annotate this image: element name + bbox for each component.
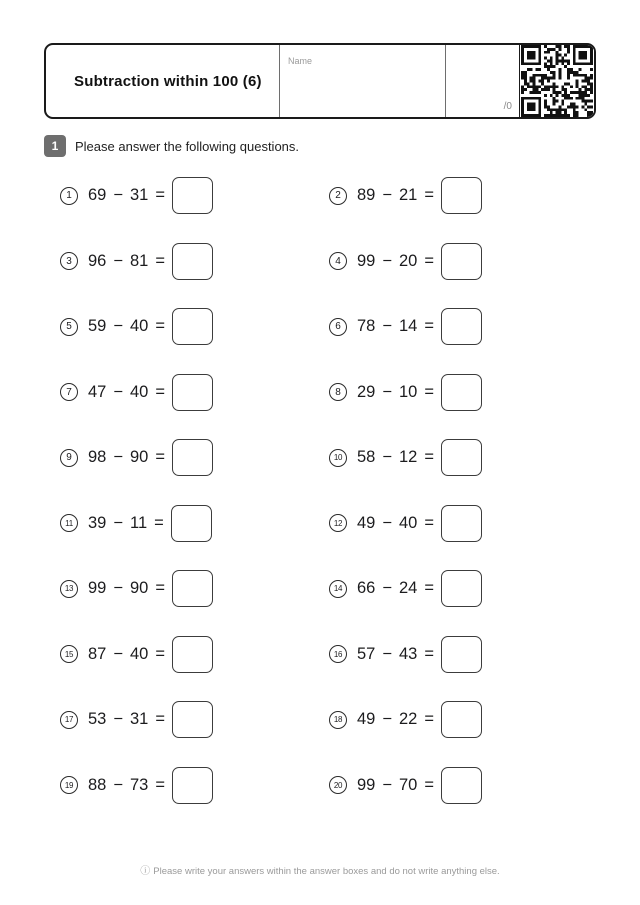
name-label: Name [288,56,313,66]
equals-sign: = [155,448,165,467]
minuend: 49 [357,710,376,729]
minus-operator: − [382,317,392,336]
minus-operator: − [113,317,123,336]
subtrahend: 81 [130,251,149,270]
minus-operator: − [113,186,123,205]
equation [88,383,165,402]
subtrahend: 11 [130,513,148,532]
problem-row [329,556,598,622]
equals-sign: = [424,448,434,467]
equation [88,186,165,205]
problem-number: 2 [329,187,347,205]
equals-sign: = [155,710,165,729]
problem-row [60,425,329,491]
problem-row [60,491,329,557]
answer-box[interactable] [441,177,482,214]
info-icon: ⓘ [140,866,151,877]
equals-sign: = [155,382,165,401]
equals-sign: = [424,513,434,532]
minus-operator: − [113,775,123,794]
equation [357,514,434,533]
problem-number: 11 [60,514,78,532]
minuend: 58 [357,448,376,467]
problem-row [60,687,329,753]
equals-sign: = [155,644,165,663]
answer-box[interactable] [172,570,213,607]
equation [357,252,434,271]
problem-number: 15 [60,645,78,663]
problem-number: 17 [60,711,78,729]
answer-box[interactable] [172,177,213,214]
subtrahend: 24 [399,579,418,598]
problem-number: 1 [60,187,78,205]
minuend: 99 [88,579,107,598]
minuend: 98 [88,448,107,467]
equation [88,317,165,336]
minuend: 96 [88,251,107,270]
minus-operator: − [382,644,392,663]
section-number-badge: 1 [44,135,66,157]
problem-row [329,294,598,360]
answer-box[interactable] [172,701,213,738]
minuend: 49 [357,513,376,532]
subtrahend: 40 [130,644,149,663]
minuend: 89 [357,186,376,205]
subtrahend: 12 [399,448,418,467]
answer-box[interactable] [441,374,482,411]
minus-operator: − [113,513,123,532]
minuend: 47 [88,382,107,401]
equals-sign: = [424,775,434,794]
problem-row [329,622,598,688]
footer-note [0,862,640,877]
subtrahend: 90 [130,579,149,598]
problem-row [60,360,329,426]
page-title: Subtraction within 100 (6) [74,72,262,90]
equation [88,448,165,467]
problem-row [60,229,329,295]
minus-operator: − [382,775,392,794]
minuend: 88 [88,775,107,794]
subtrahend: 31 [130,186,149,205]
problem-number: 3 [60,252,78,270]
answer-box[interactable] [172,439,213,476]
problem-number: 12 [329,514,347,532]
equals-sign: = [424,251,434,270]
minuend: 29 [357,382,376,401]
answer-box[interactable] [171,505,212,542]
equation [88,579,165,598]
minuend: 99 [357,251,376,270]
problem-row [329,229,598,295]
subtrahend: 43 [399,644,418,663]
problem-number: 19 [60,776,78,794]
minuend: 78 [357,317,376,336]
minus-operator: − [382,710,392,729]
name-field[interactable] [280,45,446,117]
minuend: 57 [357,644,376,663]
problem-number: 20 [329,776,347,794]
answer-box[interactable] [441,570,482,607]
equals-sign: = [424,317,434,336]
problem-number: 5 [60,318,78,336]
problem-row [60,753,329,819]
equation [357,448,434,467]
equation [88,710,165,729]
minus-operator: − [382,251,392,270]
equals-sign: = [424,579,434,598]
equation [357,317,434,336]
problem-number: 18 [329,711,347,729]
answer-box[interactable] [172,243,213,280]
equals-sign: = [155,775,165,794]
problem-number: 10 [329,449,347,467]
minus-operator: − [382,448,392,467]
problem-row [329,491,598,557]
answer-box[interactable] [172,767,213,804]
answer-box[interactable] [441,505,482,542]
title-cell [46,45,280,117]
minuend: 69 [88,186,107,205]
minus-operator: − [113,251,123,270]
minus-operator: − [113,579,123,598]
answer-box[interactable] [441,439,482,476]
equals-sign: = [424,382,434,401]
minus-operator: − [113,382,123,401]
problem-row [60,294,329,360]
subtrahend: 70 [399,775,418,794]
problem-number: 4 [329,252,347,270]
subtrahend: 40 [399,513,418,532]
answer-box[interactable] [172,308,213,345]
equals-sign: = [155,251,165,270]
problems-grid [60,163,600,818]
minus-operator: − [382,186,392,205]
equals-sign: = [155,186,165,205]
minuend: 66 [357,579,376,598]
equation [357,383,434,402]
problem-number: 9 [60,449,78,467]
subtrahend: 40 [130,382,149,401]
subtrahend: 90 [130,448,149,467]
equation [88,776,165,795]
score-cell [446,45,520,117]
equals-sign: = [424,186,434,205]
answer-box[interactable] [441,636,482,673]
problem-number: 16 [329,645,347,663]
equation [88,252,165,271]
minus-operator: − [113,710,123,729]
qr-code-icon [521,45,593,117]
equation [357,186,434,205]
problem-row [60,163,329,229]
subtrahend: 14 [399,317,418,336]
subtrahend: 10 [399,382,418,401]
instruction-text: Please answer the following questions. [75,138,300,154]
equation [357,579,434,598]
minuend: 53 [88,710,107,729]
subtrahend: 21 [399,186,418,205]
subtrahend: 22 [399,710,418,729]
score-value: /0 [503,101,512,112]
problem-row [329,425,598,491]
subtrahend: 40 [130,317,149,336]
problem-row [329,687,598,753]
minuend: 99 [357,775,376,794]
minuend: 87 [88,644,107,663]
problem-number: 8 [329,383,347,401]
problem-number: 13 [60,580,78,598]
instruction-row [44,135,299,157]
equation [357,710,434,729]
answer-box[interactable] [172,636,213,673]
problem-number: 7 [60,383,78,401]
answer-box[interactable] [441,243,482,280]
qr-cell [520,45,594,117]
answer-box[interactable] [441,308,482,345]
footer-text: Please write your answers within the answer boxes and do not write anything else. [153,866,500,877]
minus-operator: − [382,579,392,598]
problem-row [329,360,598,426]
equation [357,645,434,664]
problem-number: 14 [329,580,347,598]
worksheet-header [44,43,596,119]
minus-operator: − [382,513,392,532]
equation [88,514,164,533]
problem-row [60,556,329,622]
minuend: 39 [88,513,107,532]
problem-row [60,622,329,688]
answer-box[interactable] [172,374,213,411]
equals-sign: = [424,644,434,663]
minus-operator: − [113,448,123,467]
equals-sign: = [155,317,165,336]
minuend: 59 [88,317,107,336]
subtrahend: 31 [130,710,149,729]
minus-operator: − [382,382,392,401]
equals-sign: = [155,579,165,598]
subtrahend: 20 [399,251,418,270]
answer-box[interactable] [441,767,482,804]
equation [357,776,434,795]
answer-box[interactable] [441,701,482,738]
equals-sign: = [424,710,434,729]
equals-sign: = [154,513,164,532]
minus-operator: − [113,644,123,663]
subtrahend: 73 [130,775,149,794]
problem-row [329,753,598,819]
problem-row [329,163,598,229]
problem-number: 6 [329,318,347,336]
equation [88,645,165,664]
